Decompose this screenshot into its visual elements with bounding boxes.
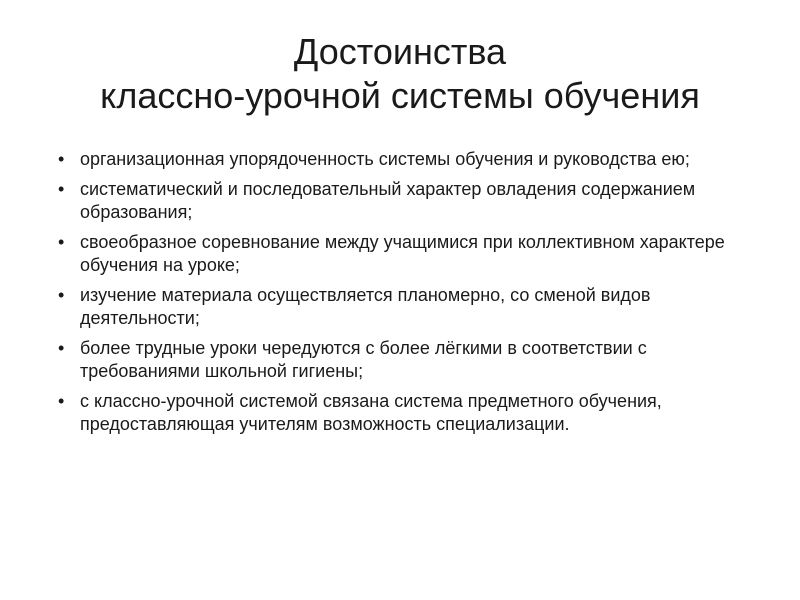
slide-title xyxy=(0,30,800,118)
bullet-text: организационная упорядоченность системы обучения и руководства ею; xyxy=(80,149,690,169)
bullet-item xyxy=(58,284,738,330)
bullet-item xyxy=(58,231,738,277)
slide-title-line-1: Достоинства xyxy=(293,31,507,72)
bullet-icon: • xyxy=(58,391,65,411)
bullet-item xyxy=(58,337,738,383)
bullet-icon: • xyxy=(58,179,65,199)
bullet-icon: • xyxy=(58,149,65,169)
bullet-text: систематический и последовательный характер овладения содержанием образования; xyxy=(80,179,696,222)
bullet-icon: • xyxy=(58,338,65,358)
bullet-icon: • xyxy=(58,285,65,305)
bullet-text: более трудные уроки чередуются с более лёгкими в соответствии с требованиями школьной гигиены; xyxy=(80,338,647,381)
bullet-item xyxy=(58,390,738,436)
bullet-text: своеобразное соревнование между учащимися при коллективном характере обучения на уроке; xyxy=(80,232,725,275)
bullet-item xyxy=(58,148,738,171)
bullet-text: изучение материала осуществляется планомерно, со сменой видов деятельности; xyxy=(80,285,651,328)
bullet-item xyxy=(58,178,738,224)
slide-title-line-2: классно-урочной системы обучения xyxy=(100,75,700,116)
bullet-list xyxy=(58,148,738,443)
bullet-text: с классно-урочной системой связана система предметного обучения, предоставляющая учителям возможность специализации. xyxy=(80,391,662,434)
bullet-icon: • xyxy=(58,232,65,252)
